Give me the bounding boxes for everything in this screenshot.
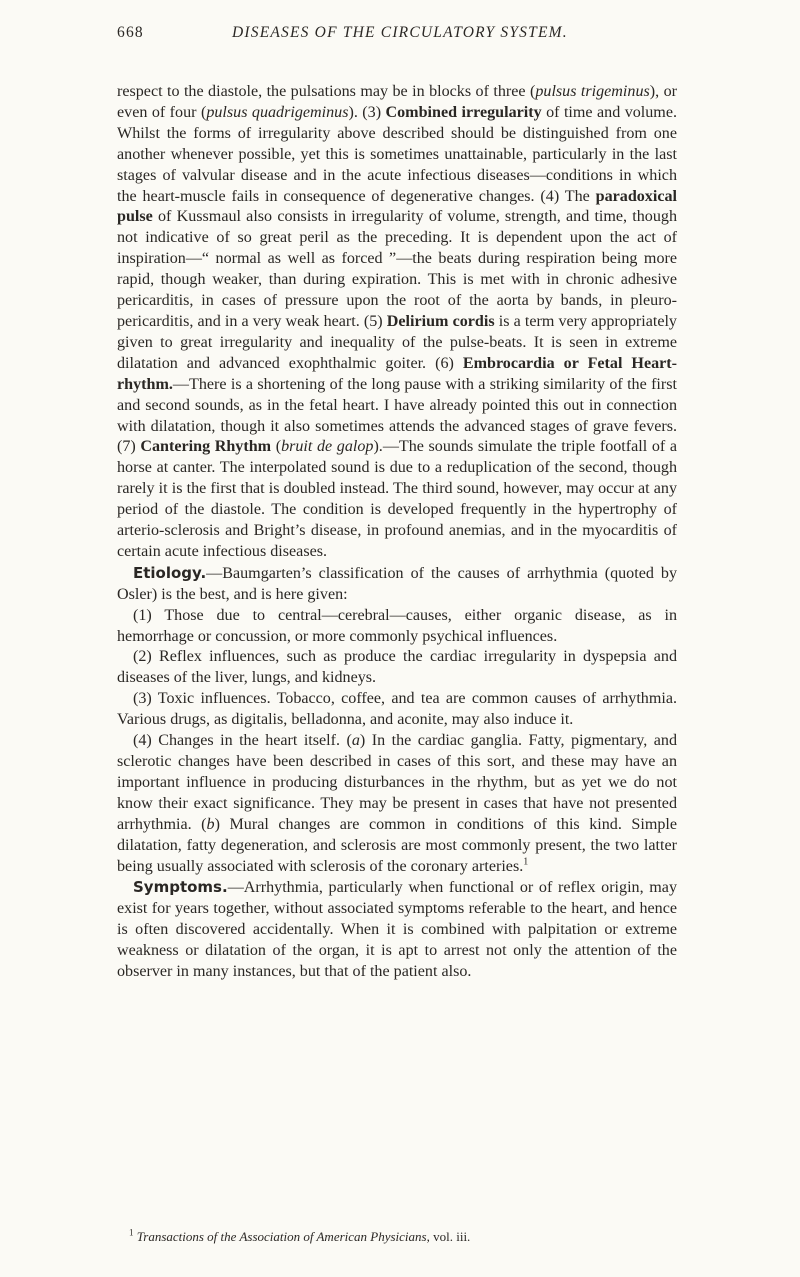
- section-heading-etiology: Etiology.: [133, 563, 207, 582]
- cause-number: (3): [133, 690, 158, 708]
- cause-number: (2): [133, 648, 160, 666]
- text-span: —Arrhythmia, particularly when functional or of reflex origin, may exist for years together, without associated symptoms referable to the heart, and hence is often discovered accidentally. When it is combined with palpitation or extreme weakness or dilatation of the organ, it is apt to arrest not only the attention of the observer in many instances, but that of the patient also.: [117, 879, 677, 981]
- cause-text: Toxic influences. Tobacco, coffee, and tea are common causes of arrhythmia. Various drugs, as digitalis, belladonna, and aconite, may also induce it.: [117, 690, 677, 729]
- paragraph-irregularity-forms: [117, 82, 677, 563]
- term-combined-irregularity: Combined irregularity: [385, 103, 542, 121]
- text-span: is a term very appropriately given to great irregularity and inequality of the pulse-beats. It is seen in extreme dilatation and advanced exophthalmic goiter. (6): [117, 312, 677, 372]
- text-span: (: [271, 438, 282, 456]
- page-number: 668: [117, 24, 144, 41]
- cause-number: (1): [133, 606, 165, 624]
- text-span: of Kussmaul also consists in irregularity of volume, strength, and time, though not indicative of so great peril as the preceding. It is dependent upon the act of inspiration—“ normal as well as forced ”—the beats during respiration being more rapid, though weaker, than during expiration. This is met with in chronic adhesive pericarditis, in cases of pressure upon the root of the aorta by bands, in pleuro-pericarditis, and in a very weak heart. (5): [117, 208, 677, 330]
- term-cantering-rhythm: Cantering Rhythm: [140, 438, 272, 456]
- text-span: —There is a shortening of the long pause with a striking similarity of the first and second sounds, as in the fetal heart. I have already pointed this out in connection with dilatation, though it also sometimes attends the advanced stages of grave fevers. (7): [117, 375, 677, 456]
- term-pulsus-quadrigeminus: pulsus quadrigeminus: [206, 103, 349, 121]
- footnote-reference[interactable]: 1: [523, 856, 529, 868]
- term-delirium-cordis: Delirium cordis: [386, 312, 495, 330]
- paragraph-symptoms: [117, 877, 677, 983]
- text-span: ) Mural changes are common in conditions of this kind. Simple dilatation, fatty degeneration, and sclerosis are most commonly present, the two latter being usually associated with sclerosis of the coronary arteries.: [117, 815, 677, 875]
- body-text: [117, 82, 677, 983]
- subpoint-b: b: [206, 815, 215, 833]
- footnote-suffix: , vol. iii.: [426, 1229, 471, 1244]
- cause-item: [117, 731, 677, 877]
- footnote-mark: 1: [129, 1227, 134, 1238]
- footnote: [117, 1229, 677, 1245]
- term-embrocardia: Embrocardia or Fetal Heart-rhythm.: [117, 354, 677, 393]
- cause-text: Reflex influences, such as produce the cardiac irregularity in dyspepsia and diseases of the liver, lungs, and kidneys.: [117, 648, 677, 687]
- text-span: (4) Changes in the heart itself. (: [133, 732, 352, 750]
- text-span: ), or even of four (: [117, 83, 677, 121]
- subpoint-a: a: [351, 732, 360, 750]
- term-pulsus-trigeminus: pulsus trigeminus: [535, 83, 650, 100]
- running-header: [117, 24, 657, 48]
- section-heading-symptoms: Symptoms.: [133, 878, 228, 897]
- paragraph-etiology: [117, 563, 677, 606]
- text-span: ). (3): [348, 103, 386, 121]
- text-span: ) In the cardiac ganglia. Fatty, pigmentary, and sclerotic changes have been described in cases of this sort, and these may have an important influence in producing disturbances in the rhythm, but as yet we do not know their exact significance. They may be present in cases that have not presented arrhythmia. (: [117, 732, 677, 833]
- text-span: —Baumgarten’s classification of the causes of arrhythmia (quoted by Osler) is the best, and is here given:: [117, 564, 677, 603]
- cause-item: [117, 647, 677, 689]
- footnote-title: Transactions of the Association of American Physicians: [136, 1229, 427, 1244]
- cause-text: Those due to central—cerebral—causes, either organic disease, as in hemorrhage or concussion, or more commonly psychical influences.: [117, 606, 677, 645]
- text-span: of time and volume. Whilst the forms of irregularity above described should be distinguished from one another whenever possible, yet this is sometimes unattainable, particularly in the last stages of valvular disease and in the acute infectious diseases—conditions in which the heart-muscle fails in consequence of degenerative changes. (4) The: [117, 103, 677, 205]
- term-paradoxical-pulse: paradoxical pulse: [117, 187, 677, 226]
- term-bruit-de-galop: bruit de galop: [281, 438, 374, 456]
- text-span: ).—The sounds simulate the triple footfall of a horse at canter. The interpolated sound is due to a reduplication of the second, though rarely it is the first that is doubled instead. The third sound, however, may occur at any period of the diastole. The condition is developed frequently in the hypertrophy of arterio-sclerosis and Bright’s disease, in profound anemias, and in the myocarditis of certain acute infectious diseases.: [117, 438, 677, 560]
- running-title: DISEASES OF THE CIRCULATORY SYSTEM.: [232, 24, 568, 41]
- cause-item: [117, 689, 677, 731]
- text-span: respect to the diastole, the pulsations may be in blocks of three (: [117, 83, 536, 100]
- cause-item: [117, 606, 677, 648]
